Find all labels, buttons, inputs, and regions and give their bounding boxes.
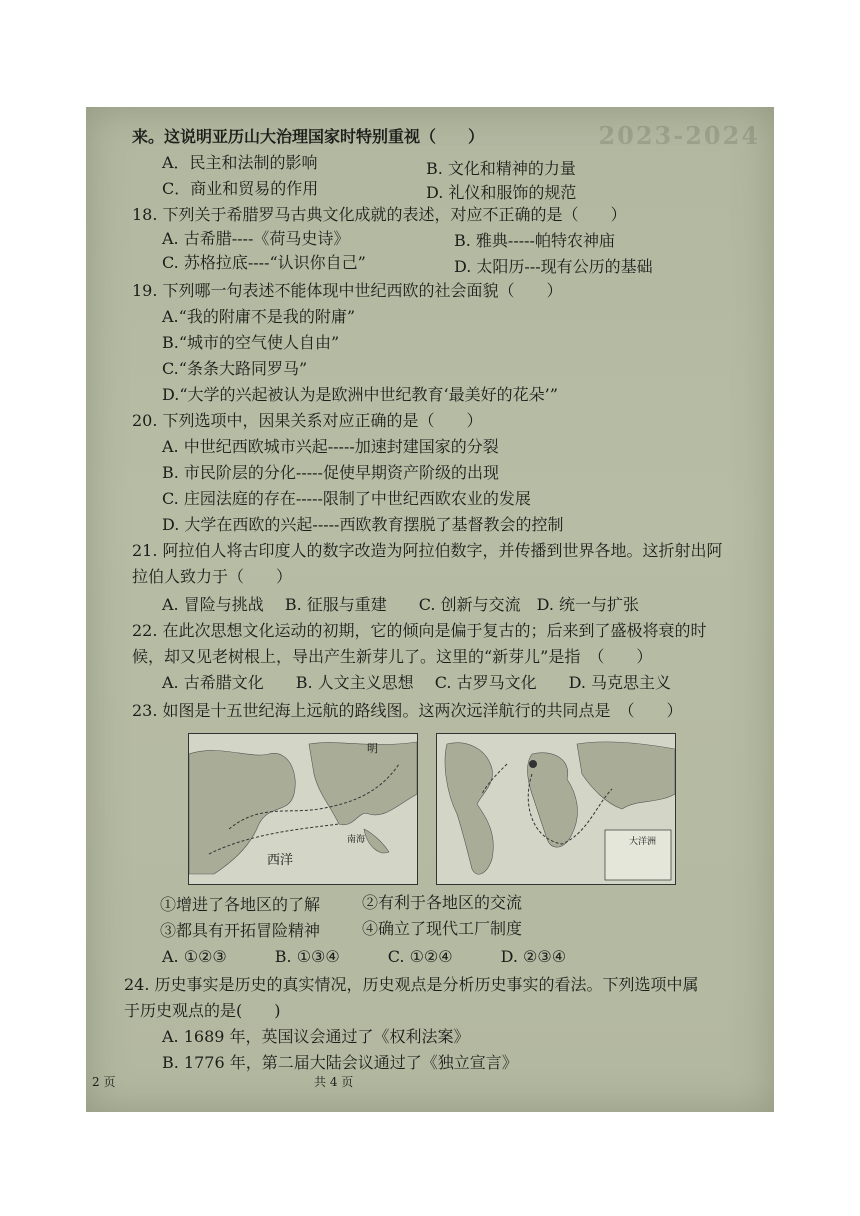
q19-option-c: C.“条条大路同罗马”	[162, 359, 308, 378]
map-label-ming: 明	[367, 742, 378, 755]
q24-stem-cont: 于历史观点的是( )	[124, 1001, 281, 1020]
q19-option-b: B.“城市的空气使人自由”	[162, 333, 340, 352]
q17-option-a: A．民主和法制的影响	[162, 153, 318, 172]
exam-page	[86, 107, 774, 1112]
q22-stem-cont: 候，却又见老树根上，导出产生新芽儿了。这里的“新芽儿”是指 （ ）	[132, 647, 653, 666]
q21-options: A. 冒险与挑战 B. 征服与重建 C. 创新与交流 D. 统一与扩张	[162, 595, 640, 614]
page-number: 2 页	[92, 1075, 116, 1089]
q23-maps	[188, 733, 674, 883]
indian-ocean-map-graphic	[189, 734, 417, 884]
q20-option-a: A. 中世纪西欧城市兴起-----加速封建国家的分裂	[162, 437, 499, 456]
q17-stem-end: 来。这说明亚历山大治理国家时特别重视（ ）	[132, 127, 485, 146]
q18-option-d: D. 太阳历---现有公历的基础	[454, 257, 653, 276]
map-label-xiyang: 西洋	[267, 853, 294, 868]
q18-stem: 18. 下列关于希腊罗马古典文化成就的表述，对应不正确的是（ ）	[132, 205, 627, 224]
q24-stem: 24. 历史事实是历史的真实情况，历史观点是分析历史事实的看法。下列选项中属	[124, 975, 699, 994]
q17-option-c: C．商业和贸易的作用	[162, 179, 319, 198]
q19-option-a: A.“我的附庸不是我的附庸”	[162, 307, 356, 326]
q24-option-a: A. 1689 年，英国议会通过了《权利法案》	[162, 1027, 470, 1046]
q21-stem: 21. 阿拉伯人将古印度人的数字改造为阿拉伯数字，并传播到世界各地。这折射出阿	[132, 541, 723, 560]
header-watermark: 2023-2024	[598, 121, 760, 150]
q21-stem-cont: 拉伯人致力于（ ）	[132, 567, 293, 586]
q20-option-c: C. 庄园法庭的存在-----限制了中世纪西欧农业的发展	[162, 489, 531, 508]
map-label-nanhai: 南海	[347, 835, 366, 845]
q20-option-d: D. 大学在西欧的兴起-----西欧教育摆脱了基督教会的控制	[162, 515, 564, 534]
q19-stem: 19. 下列哪一句表述不能体现中世纪西欧的社会面貌（ ）	[132, 281, 563, 300]
q17-option-b: B. 文化和精神的力量	[426, 159, 576, 178]
q23-statement-1: ①增进了各地区的了解	[160, 895, 321, 914]
zheng-he-voyage-map	[188, 733, 418, 885]
q18-option-b: B. 雅典-----帕特农神庙	[454, 231, 615, 250]
q18-option-c: C. 苏格拉底----“认识你自己”	[162, 253, 366, 272]
q22-stem: 22. 在此次思想文化运动的初期，它的倾向是偏于复古的；后来到了盛极将衰的时	[132, 621, 707, 640]
columbus-gama-voyage-map	[436, 733, 676, 885]
q23-stem: 23. 如图是十五世纪海上远航的路线图。这两次远洋航行的共同点是 （ ）	[132, 701, 683, 720]
q20-option-b: B. 市民阶层的分化-----促使早期资产阶级的出现	[162, 463, 499, 482]
q19-option-d: D.“大学的兴起被认为是欧洲中世纪教育‘最美好的花朵’”	[162, 385, 558, 404]
q18-option-a: A. 古希腊----《荷马史诗》	[162, 229, 350, 248]
q22-options: A. 古希腊文化 B. 人文主义思想 C. 古罗马文化 D. 马克思主义	[162, 673, 672, 692]
q23-options: A. ①②③ B. ①③④ C. ①②④ D. ②③④	[162, 947, 567, 966]
q24-option-b: B. 1776 年，第二届大陆会议通过了《独立宣言》	[162, 1053, 518, 1072]
world-voyage-map-graphic	[437, 734, 675, 884]
q17-option-d: D. 礼仪和服饰的规范	[426, 183, 577, 202]
q23-statement-3: ③都具有开拓冒险精神	[160, 921, 321, 940]
map-label-dayangzhou: 大洋洲	[629, 837, 657, 847]
q20-stem: 20. 下列选项中，因果关系对应正确的是（ ）	[132, 411, 483, 430]
page-total: 共 4 页	[314, 1075, 354, 1089]
q23-statement-2: ②有利于各地区的交流	[362, 893, 523, 912]
q23-statement-4: ④确立了现代工厂制度	[362, 919, 523, 938]
